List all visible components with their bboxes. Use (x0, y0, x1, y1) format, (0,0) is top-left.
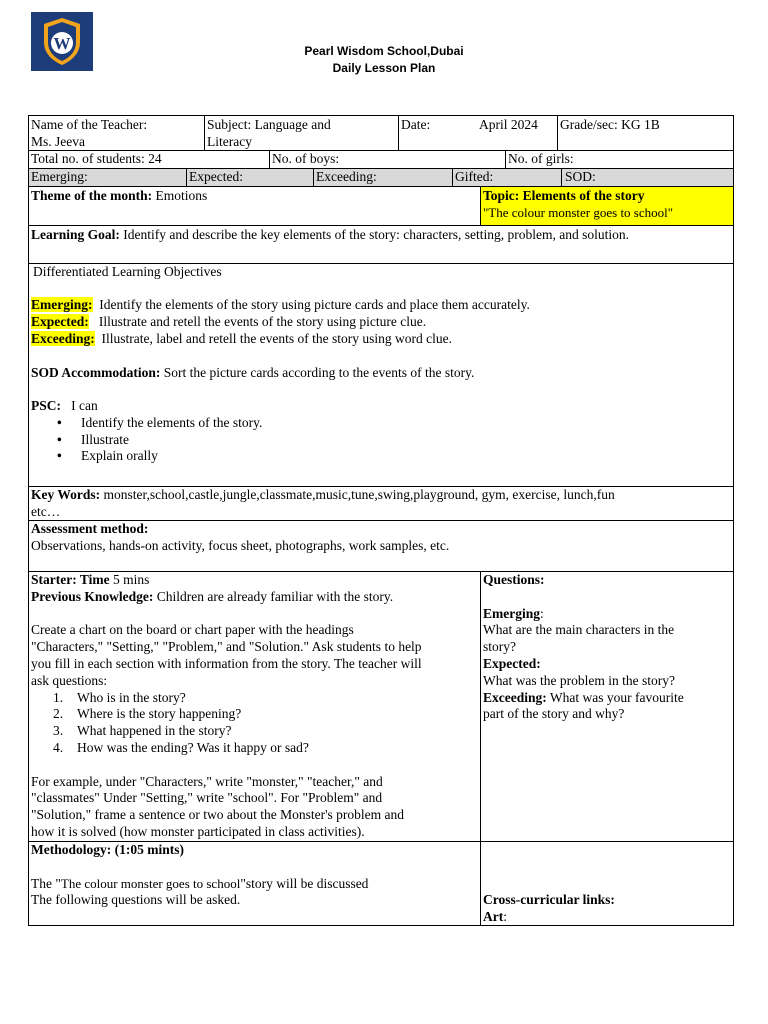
level-expected: Expected: (189, 169, 243, 184)
starter-label: Starter: Time (31, 572, 110, 587)
topic-label: Topic: Elements of the story (483, 188, 645, 203)
question-item: 3. What happened in the story? (53, 723, 232, 739)
girls: No. of girls: (508, 151, 574, 166)
grade: Grade/sec: KG 1B (560, 117, 660, 132)
q-expected-text: What was the problem in the story? (483, 672, 675, 688)
school-name: Pearl Wisdom School,Dubai (304, 44, 464, 58)
psc-item: • Explain orally (31, 448, 731, 465)
subject-line2: Literacy (207, 133, 252, 149)
teacher-name: Ms. Jeeva (31, 133, 85, 149)
keywords-label: Key Words: (31, 487, 101, 502)
cross-curricular-label: Cross-curricular links: (483, 892, 615, 907)
objectives-heading: Differentiated Learning Objectives (33, 264, 222, 279)
obj-exceeding-text: Illustrate, label and retell the events of the story using word clue. (101, 330, 453, 346)
obj-expected-text: Illustrate and retell the events of the story using picture clue. (98, 313, 427, 329)
art-label: Art (483, 908, 504, 924)
methodology-line1: The "The colour monster goes to school"story will be discussed (31, 875, 369, 891)
prev-knowledge-label: Previous Knowledge: (31, 588, 154, 604)
subject-line1: Subject: Language and (207, 117, 331, 132)
chart-instruction-line: you fill in each section with information from the story. The teacher will (31, 655, 422, 671)
logo-letter: W (53, 34, 71, 53)
boys: No. of boys: (272, 151, 340, 166)
keywords-etc: etc… (31, 503, 61, 519)
example-line: how it is solved (how monster participated in class activities). (31, 823, 365, 839)
topic-value: "The colour monster goes to school" (483, 204, 674, 220)
doc-title: Daily Lesson Plan (332, 61, 436, 75)
level-sod: SOD: (565, 169, 596, 184)
q-exceeding-text: What was your favourite (549, 689, 684, 705)
level-emerging: Emerging: (31, 169, 88, 184)
obj-exceeding-label: Exceeding: (31, 330, 95, 346)
methodology-line2: The following questions will be asked. (31, 892, 241, 908)
example-line: "Solution," frame a sentence or two about the Monster's problem and (31, 807, 404, 823)
psc-item: • Identify the elements of the story. (31, 415, 731, 432)
chart-instruction-line: Create a chart on the board or chart paper with the headings (31, 622, 354, 638)
obj-emerging-label: Emerging: (31, 297, 93, 312)
prev-knowledge-text: Children are already familiar with the story. (156, 588, 394, 604)
learning-goal-label: Learning Goal: (31, 227, 120, 242)
question-item: 1. Who is in the story? (53, 689, 186, 705)
starter-time: 5 mins (112, 572, 150, 587)
date-value: April 2024 (479, 117, 538, 132)
example-line: For example, under "Characters," write "monster," "teacher," and (31, 773, 383, 789)
theme-label: Theme of the month: (31, 188, 153, 203)
teacher-label: Name of the Teacher: (31, 117, 148, 132)
q-emerging-label: Emerging (483, 605, 540, 621)
obj-emerging-text: Identify the elements of the story using picture cards and place them accurately. (99, 297, 530, 312)
assessment-label: Assessment method: (31, 521, 149, 536)
q-emerging-text: What are the main characters in the (483, 622, 675, 638)
q-expected-label: Expected: (483, 655, 541, 671)
chart-instruction-line: ask questions: (31, 672, 108, 688)
psc-intro: I can (71, 398, 98, 413)
example-line: "classmates" Under "Setting," write "school". For "Problem" and (31, 790, 383, 806)
sod-label: SOD Accommodation: (31, 365, 161, 380)
q-emerging-text2: story? (483, 639, 516, 655)
chart-instruction-line: "Characters," "Setting," "Problem," and "Solution." Ask students to help (31, 639, 422, 655)
assessment-text: Observations, hands-on activity, focus sheet, photographs, work samples, etc. (31, 537, 450, 553)
question-item: 2. Where is the story happening? (53, 706, 242, 722)
question-item: 4. How was the ending? Was it happy or sad? (53, 739, 309, 755)
q-exceeding-text2: part of the story and why? (483, 706, 625, 722)
date-label: Date: (401, 117, 431, 132)
keywords-text: monster,school,castle,jungle,classmate,music,tune,swing,playground, gym, exercise, lunch,fun (103, 487, 615, 502)
total-students: Total no. of students: 24 (31, 151, 162, 166)
obj-expected-label: Expected: (31, 313, 89, 329)
level-exceeding: Exceeding: (316, 169, 377, 184)
sod-text: Sort the picture cards according to the events of the story. (163, 365, 475, 380)
questions-heading: Questions: (483, 572, 545, 587)
psc-label: PSC: (31, 398, 61, 413)
learning-goal-text: Identify and describe the key elements of the story: characters, setting, problem, and solution. (123, 227, 629, 242)
theme-value: Emotions (155, 188, 208, 203)
psc-item: • Illustrate (31, 432, 731, 449)
methodology-label: Methodology: (1:05 mints) (31, 842, 184, 857)
q-exceeding-label: Exceeding: (483, 689, 547, 705)
level-gifted: Gifted: (455, 169, 494, 184)
